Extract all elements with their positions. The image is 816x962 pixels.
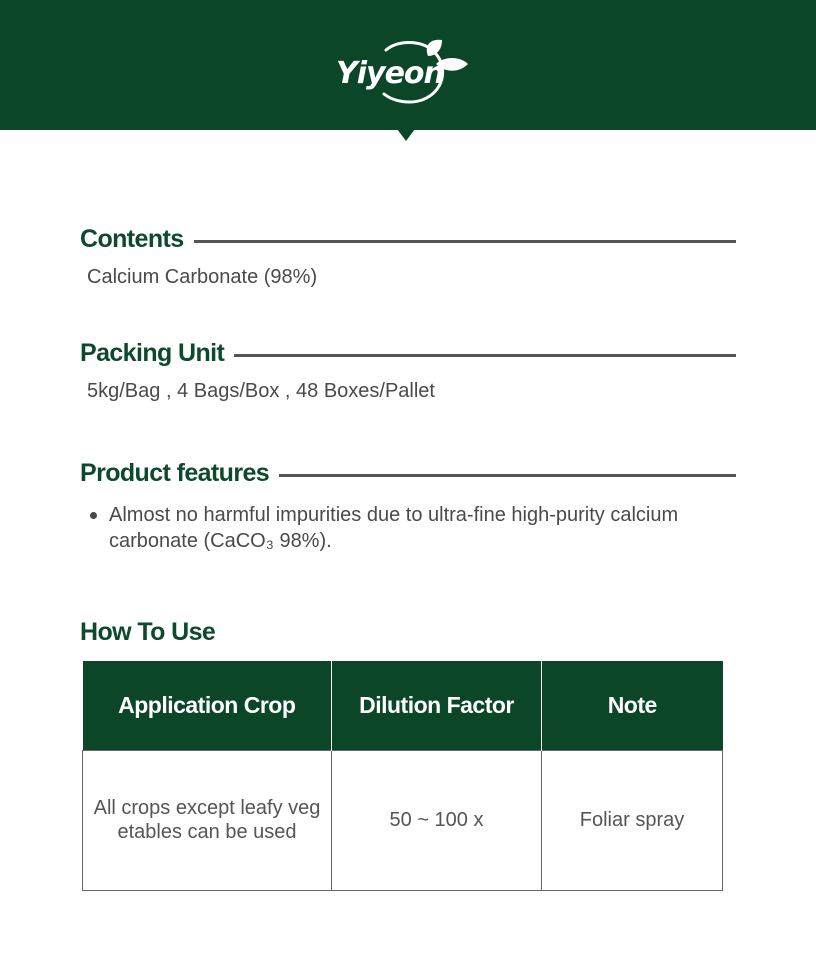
contents-section [80, 224, 736, 290]
header-dilution-factor: Dilution Factor [332, 661, 542, 750]
cell-application-crop: All crops except leafy vegetables can be used [83, 750, 332, 890]
header-application-crop: Application Crop [83, 661, 332, 750]
divider-line [279, 474, 736, 477]
header-notch [397, 129, 415, 141]
cell-dilution-factor: 50 ~ 100 x [332, 750, 542, 890]
usage-table [82, 661, 723, 891]
divider-line [194, 240, 736, 243]
divider-line [234, 354, 736, 357]
features-title: Product features [80, 458, 270, 487]
packing-section [80, 338, 736, 404]
packing-title: Packing Unit [80, 338, 225, 367]
contents-text: Calcium Carbonate (98%) [87, 266, 318, 288]
contents-title: Contents [80, 224, 184, 253]
header-banner [0, 0, 816, 130]
features-section [80, 458, 736, 554]
cell-note: Foliar spray [542, 750, 723, 890]
feature-text: Almost no harmful impurities due to ultra-fine high-purity calcium carbonate (CaCO₃ 98%). [109, 504, 679, 552]
bullet-icon [90, 512, 97, 519]
table-header-row [83, 661, 723, 750]
howto-title: How To Use [80, 618, 216, 646]
header-note: Note [542, 661, 723, 750]
packing-text: 5kg/Bag , 4 Bags/Box , 48 Boxes/Pallet [87, 380, 435, 402]
list-item [90, 502, 730, 554]
brand-name: Yiyeon [336, 56, 444, 91]
brand-logo[interactable] [320, 34, 480, 104]
features-list [80, 502, 736, 554]
table-row [83, 750, 723, 890]
